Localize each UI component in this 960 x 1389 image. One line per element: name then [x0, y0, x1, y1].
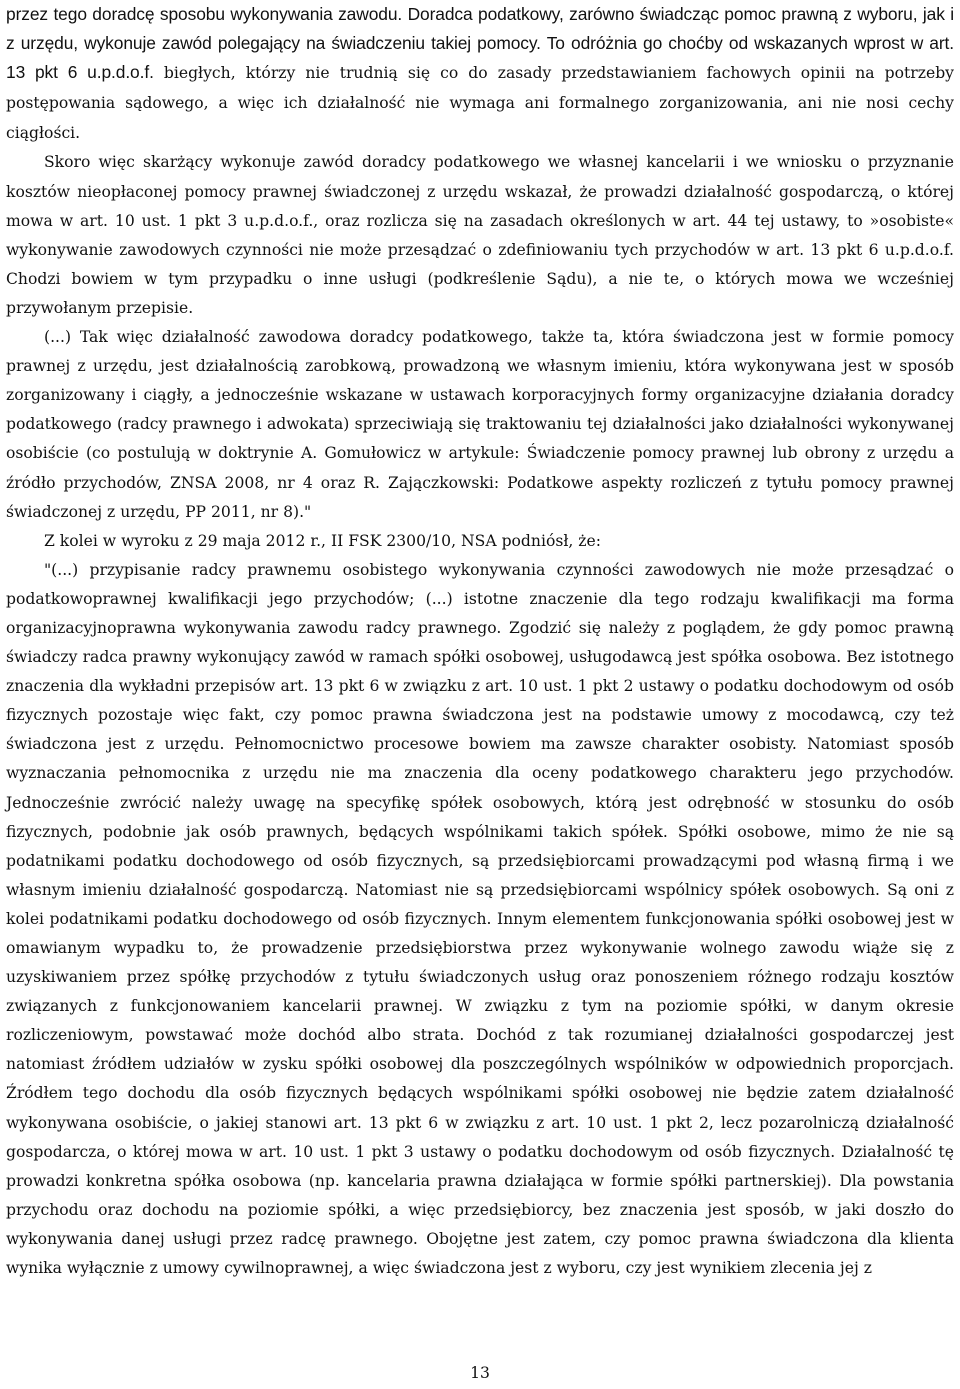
paragraph-1 [6, 0, 954, 148]
page-number: 13 [470, 1364, 490, 1382]
paragraph-5-quote: "(...) przypisanie radcy prawnemu osobistego wykonywania czynności zawodowych nie może przesądzać o podatkowoprawnej kwalifikacji jego przychodów; (...) istotne znaczenie dla tego rodzaju kwalifikacji ma forma organizacyjnoprawna wykonywania zawodu radcy prawnego. Zgodzić się należy z poglądem, że gdy pomoc prawną świadczy radca prawny wykonujący zawód w ramach spółki osobowej, usługodawcą jest spółka osobowa. Bez istotnego znaczenia dla wykładni przepisów art. 13 pkt 6 w związku z art. 10 ust. 1 pkt 2 ustawy o podatku dochodowym od osób fizycznych pozostaje więc fakt, czy pomoc prawna świadczona jest na podstawie umowy z mocodawcą, czy też świadczona jest z urzędu. Pełnomocnictwo procesowe bowiem ma zawsze charakter osobisty. Natomiast sposób wyznaczania pełnomocnika z urzędu nie ma znaczenia dla oceny podatkowego charakteru jego przychodów. Jednocześnie zwrócić należy uwagę na specyfikę spółek osobowych, którą jest odrębność w stosunku do osób fizycznych, podobnie jak osób prawnych, będących wspólnikami takich spółek. Spółki osobowe, mimo że nie są podatnikami podatku dochodowego od osób fizycznych, są przedsiębiorcami prowadzącymi pod własną firmą i we własnym imieniu działalność gospodarczą. Natomiast nie są przedsiębiorcami wspólnicy spółek osobowych. Są oni z kolei podatnikami podatku dochodowego od osób fizycznych. Innym elementem funkcjonowania spółki osobowej jest w omawianym wypadku to, że prowadzenie przedsiębiorstwa przez wykonywanie wolnego zawodu wiąże się z uzyskiwaniem przez spółkę przychodów z tytułu świadczonych usług oraz ponoszeniem różnego rodzaju kosztów związanych z funkcjonowaniem kancelarii prawnej. W związku z tym na poziomie spółki, w danym okresie rozliczeniowym, powstawać może dochód albo strata. Dochód z tak rozumianej działalności gospodarczej jest natomiast źródłem udziałów w zysku spółki osobowej dla poszczególnych wspólników w odpowiednich proporcjach. Źródłem tego dochodu dla osób fizycznych będących wspólnikami spółki osobowej nie będzie zatem działalność wykonywana osobiście, o jakiej stanowi art. 13 pkt 6 w związku z art. 10 ust. 1 pkt 2, lecz pozarolniczą działalność gospodarcza, o której mowa w art. 10 ust. 1 pkt 3 ustawy o podatku dochodowym od osób fizycznych. Działalność tę prowadzi konkretna spółka osobowa (np. kancelaria prawna działająca w formie spółki partnerskiej). Dla powstania przychodu oraz dochodu na poziomie spółki, a więc przedsiębiorcy, bez znaczenia jest sposób, w jaki doszło do wykonywania danej usługi przez radcę prawnego. Obojętne jest zatem, czy pomoc prawna świadczona dla klienta wynika wyłącznie z umowy cywilnoprawnej, a więc świadczona jest z wyboru, czy jest wynikiem zlecenia jej z [6, 560, 954, 1278]
paragraph-1-sans-part: przez tego doradcę sposobu wykonywania zawodu. Doradca podatkowy, zarówno świadcząc pomoc prawną z wyboru, jak i z urzędu, wykonuje zawód polegający na świadczeniu takiej pomocy. To odróżnia go choćby od wskazanych wprost w art. 13 pkt 6 u.p.d.o.f. [6, 4, 954, 83]
paragraph-4: Z kolei w wyroku z 29 maja 2012 r., II FSK 2300/10, NSA podniósł, że: [44, 531, 602, 550]
paragraph-3: (...) Tak więc działalność zawodowa doradcy podatkowego, także ta, która świadczona jest w formie pomocy prawnej z urzędu, jest działalnością zarobkową, prowadzoną we własnym imieniu, która wykonywana jest w sposób zorganizowany i ciągły, a jednocześnie wskazane w ustawach korporacyjnych formy organizacyjne działania doradcy podatkowego (radcy prawnego i adwokata) sprzeciwiają się traktowaniu tej działalności jako działalności wykonywanej osobiście (co postulują w doktrynie A. Gomułowicz w artykule: Świadczenie pomocy prawnej lub obrony z urzędu a źródło przychodów, ZNSA 2008, nr 4 oraz R. Zajączkowski: Podatkowe aspekty rozliczeń z tytułu pomocy prawnej świadczonej z urzędu, PP 2011, nr 8)." [6, 328, 954, 521]
paragraph-2: Skoro więc skarżący wykonuje zawód doradcy podatkowego we własnej kancelarii i we wniosku o przyznanie kosztów nieopłaconej pomocy prawnej świadczonej z urzędu wskazał, że prowadzi działalność gospodarczą, o której mowa w art. 10 ust. 1 pkt 3 u.p.d.o.f., oraz rozlicza się na zasadach określonych w art. 44 tej ustawy, to »osobiste« wykonywanie zawodowych czynności nie może przesądzać o zdefiniowaniu tych przychodów w art. 13 pkt 6 u.p.d.o.f. Chodzi bowiem w tym przypadku o inne usługi (podkreślenie Sądu), a nie te, o których mowa we wcześniej przywołanym przepisie. [6, 153, 954, 317]
paragraph-1-serif-part: biegłych, którzy nie trudnią się co do zasady przedstawianiem fachowych opinii na potrzeby postępowania sądowego, a więc ich działalność nie wymaga ani formalnego zorganizowania, ani nie nosi cechy ciągłości. [6, 64, 954, 143]
